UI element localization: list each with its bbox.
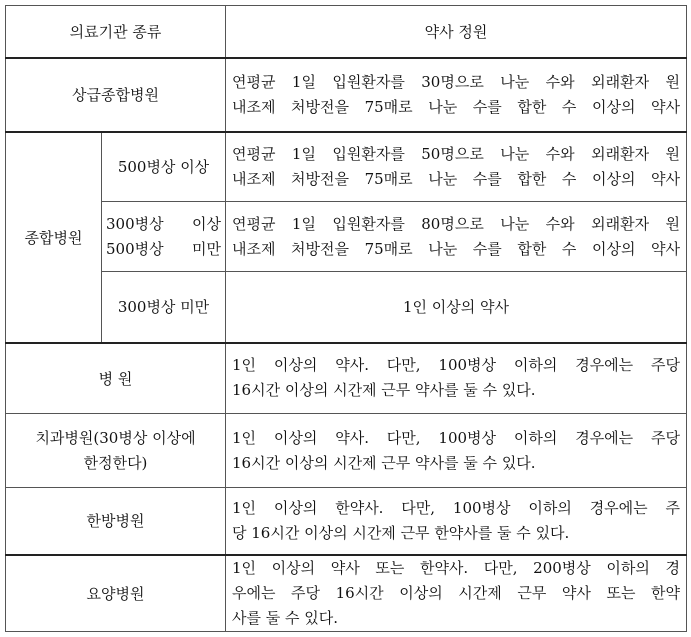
req-jonghap-300: 1인 이상의 약사 xyxy=(226,272,687,343)
table-row xyxy=(6,343,687,414)
table-header-row xyxy=(6,6,687,58)
type-byeongwon: 병 원 xyxy=(6,343,226,414)
req-line: 내조제 처방전을 75매로 나눈 수를 합한 수 이상의 약사 xyxy=(232,239,680,258)
table-row xyxy=(6,488,687,555)
req-byeongwon xyxy=(226,343,687,414)
type-line: 한정한다) xyxy=(83,453,148,472)
req-jonghap-500 xyxy=(226,132,687,202)
req-line: 사를 둘 수 있다. xyxy=(232,608,339,627)
table-row xyxy=(6,272,687,343)
req-line: 1인 이상의 약사 또는 한약사. 다만, 200병상 이하의 경 xyxy=(232,558,680,577)
req-line: 내조제 처방전을 75매로 나눈 수를 합한 수 이상의 약사 xyxy=(232,169,680,188)
req-yoyang xyxy=(226,555,687,632)
req-line: 연평균 1일 입원환자를 30명으로 나눈 수와 외래환자 원 xyxy=(232,72,680,91)
req-line: 1인 이상의 약사. 다만, 100병상 이하의 경우에는 주당 xyxy=(232,356,680,375)
req-line: 1인 이상의 약사. 다만, 100병상 이하의 경우에는 주당 xyxy=(232,428,680,447)
pharmacist-staffing-table xyxy=(5,5,687,632)
sub-500-plus: 500병상 이상 xyxy=(102,132,226,202)
table-row xyxy=(6,132,687,202)
req-jonghap-300-500 xyxy=(226,202,687,272)
req-line: 당 16시간 이상의 시간제 근무 한약사를 둘 수 있다. xyxy=(232,523,570,542)
sub-line: 500병상 미만 xyxy=(106,239,221,258)
table-row xyxy=(6,555,687,632)
header-pharmacist-quota: 약사 정원 xyxy=(226,6,687,58)
table-row xyxy=(6,58,687,132)
req-line: 연평균 1일 입원환자를 50명으로 나눈 수와 외래환자 원 xyxy=(232,144,680,163)
header-institution-type: 의료기관 종류 xyxy=(6,6,226,58)
type-line: 치과병원(30병상 이상에 xyxy=(35,428,196,447)
req-sanggeup xyxy=(226,58,687,132)
sub-300-500 xyxy=(102,202,226,272)
req-line: 1인 이상의 한약사. 다만, 100병상 이하의 경우에는 주 xyxy=(232,498,680,517)
table-row xyxy=(6,414,687,488)
sub-line: 300병상 이상 xyxy=(106,214,221,233)
type-chigwa xyxy=(6,414,226,488)
req-line: 연평균 1일 입원환자를 80명으로 나눈 수와 외래환자 원 xyxy=(232,214,680,233)
type-yoyang: 요양병원 xyxy=(6,555,226,632)
type-hanbang: 한방병원 xyxy=(6,488,226,555)
sub-under-300: 300병상 미만 xyxy=(102,272,226,343)
table-row xyxy=(6,202,687,272)
req-chigwa xyxy=(226,414,687,488)
req-line: 내조제 처방전을 75매로 나눈 수를 합한 수 이상의 약사 xyxy=(232,97,680,116)
req-line: 우에는 주당 16시간 이상의 시간제 근무 약사 또는 한약 xyxy=(232,583,680,602)
req-hanbang xyxy=(226,488,687,555)
type-sanggeup: 상급종합병원 xyxy=(6,58,226,132)
type-jonghap: 종합병원 xyxy=(6,132,102,343)
req-line: 16시간 이상의 시간제 근무 약사를 둘 수 있다. xyxy=(232,381,536,400)
req-line: 16시간 이상의 시간제 근무 약사를 둘 수 있다. xyxy=(232,453,536,472)
